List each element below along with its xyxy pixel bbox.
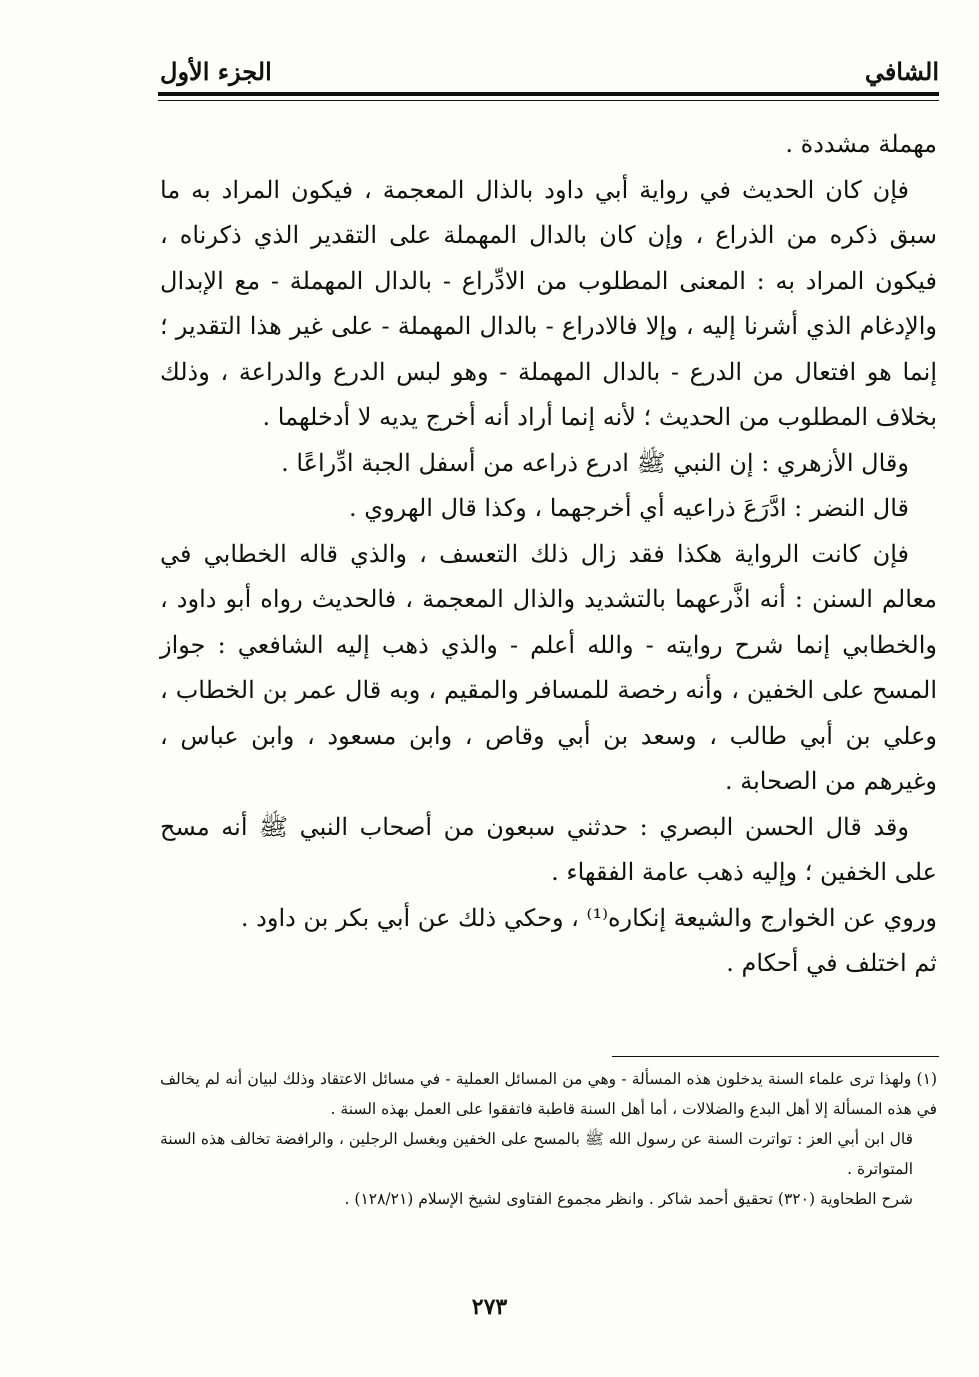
- paragraph: ثم اختلف في أحكام .: [726, 949, 937, 977]
- footnote-separator: [612, 1056, 939, 1057]
- header-rule-thin: [158, 100, 939, 101]
- paragraph: فإن كان الحديث في رواية أبي داود بالذال المعجمة ، فيكون المراد به ما سبق ذكره من الذراع ، وإن كان بالدال المهملة على التقدير الذي ذكرناه ، فيكون المراد به : المعنى المطلوب من الادِّراع - بالدال المهملة - مع الإبدال والإدغام الذي أشرنا إليه ، وإلا فالادراع - بالدال المهملة - على غير هذا التقدير ؛ إنما هو افتعال من الدرع - بالدال المهملة - وهو لبس الدرع والدراعة ، وذلك بخلاف المطلوب من الحديث ؛ لأنه إنما أراد أنه أخرج يديه لا أدخلهما .: [160, 175, 937, 431]
- footnote: شرح الطحاوية (٣٢٠) تحقيق أحمد شاكر . وانظر مجموع الفتاوى لشيخ الإسلام (١٢٨/٢١) .: [344, 1190, 913, 1208]
- running-header-volume: الجزء الأول: [160, 57, 272, 86]
- main-text: [160, 122, 937, 987]
- footnote: قال ابن أبي العز : تواترت السنة عن رسول الله ﷺ بالمسح على الخفين وبغسل الرجلين ، والرافضة تخالف هذه السنة المتواترة .: [160, 1130, 913, 1178]
- footnote: (١) ولهذا ترى علماء السنة يدخلون هذه المسألة - وهي من المسائل العملية - في مسائل الاعتقاد وذلك لبيان أنه لم يخالف في هذه المسألة إلا أهل البدع والضلالات ، أما أهل السنة قاطبة فاتفقوا على العمل بهذه السنة .: [160, 1070, 937, 1118]
- page-number: ٢٧٣: [471, 1294, 508, 1320]
- paragraph: وقد قال الحسن البصري : حدثني سبعون من أصحاب النبي ﷺ أنه مسح على الخفين ؛ وإليه ذهب عامة الفقهاء .: [160, 812, 937, 886]
- running-header-book-title: الشافي: [864, 57, 939, 86]
- paragraph: مهملة مشددة .: [785, 130, 937, 158]
- paragraph: فإن كانت الرواية هكذا فقد زال ذلك التعسف ، والذي قاله الخطابي في معالم السنن : أنه اذَّرعهما بالتشديد والذال المعجمة ، فالحديث رواه أبو داود ، والخطابي إنما شرح روايته - والله أعلم - والذي ذهب إليه الشافعي : جواز المسح على الخفين ، وأنه رخصة للمسافر والمقيم ، وبه قال عمر بن الخطاب ، وعلي بن أبي طالب ، وسعد بن أبي وقاص ، وابن مسعود ، وابن عباس ، وغيرهم من الصحابة .: [160, 539, 937, 795]
- footnotes: [160, 1064, 937, 1214]
- paragraph: وروي عن الخوارج والشيعة إنكاره⁽¹⁾ ، وحكي ذلك عن أبي بكر بن داود .: [240, 903, 937, 932]
- paragraph: قال النضر : ادَّرَعَ ذراعيه أي أخرجهما ، وكذا قال الهروي .: [349, 494, 909, 522]
- paragraph: وقال الأزهري : إن النبي ﷺ ادرع ذراعه من أسفل الجبة ادِّراعًا .: [281, 448, 909, 477]
- header-rule-thick: [158, 92, 939, 96]
